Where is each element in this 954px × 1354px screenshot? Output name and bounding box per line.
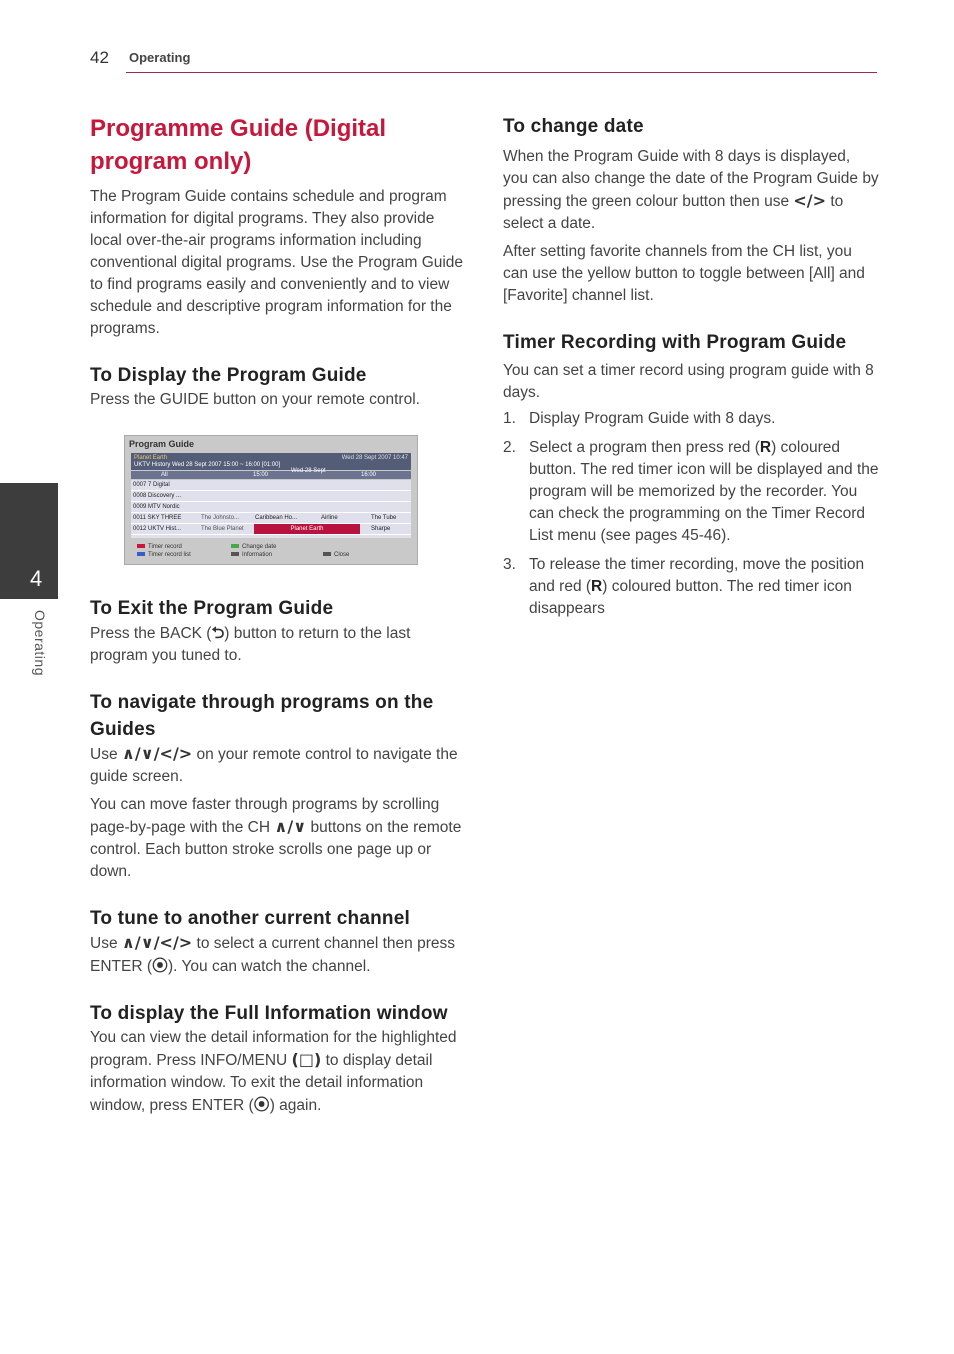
timer-recording-heading: Timer Recording with Program Guide [503, 332, 847, 353]
left-right-arrows-icon: </> [793, 191, 827, 210]
full-info-text: You can view the detail information for the highlighted program. Press INFO/MENU (□) to display detail information window. To exit the detail information window, press ENTER (⦿) again. [90, 1029, 457, 1114]
section-label: Operating [129, 50, 191, 65]
full-info-heading: To display the Full Information window [90, 1003, 448, 1024]
right-column [503, 113, 879, 627]
display-guide-heading: To Display the Program Guide [90, 365, 367, 386]
display-guide-text: Press the GUIDE button on your remote control. [90, 391, 420, 408]
guide-time-header [131, 468, 411, 479]
guide-time-1: 15:00 [253, 472, 269, 478]
timer-intro: You can set a timer record using program guide with 8 days. [503, 362, 874, 401]
guide-program-info: UKTV History Wed 28 Sept 2007 15:00 ~ 16:00 [01:00] [134, 462, 281, 468]
change-date-text: When the Program Guide with 8 days is displayed, you can also change the date of the Program Guide by pressing the green colour button then use </> to select a date. [503, 148, 879, 232]
navigate-text-1: Use ∧/∨/</> on your remote control to navigate the guide screen. [90, 744, 458, 785]
guide-channel: 0008 Discovery ... [133, 493, 182, 499]
guide-channel: 0007 7 Digital [133, 482, 170, 488]
channel-arrows-icon: ∧/∨ [274, 817, 307, 836]
guide-channel: 0011 SKY THREE [133, 515, 182, 521]
tune-heading: To tune to another current channel [90, 908, 410, 929]
chapter-label: Operating [32, 610, 48, 676]
back-icon: ⮌ [211, 623, 225, 642]
page-title: Programme Guide (Digital program only) [90, 115, 387, 175]
change-date-heading: To change date [503, 116, 644, 137]
guide-channel: 0012 UKTV Hist... [133, 526, 182, 532]
guide-program: Sharpe [371, 526, 391, 532]
guide-program: Caribbean Ho... [255, 515, 298, 521]
enter-icon: ⦿ [152, 956, 169, 975]
guide-legend-info: Information [231, 552, 272, 558]
program-guide-screenshot [124, 435, 418, 565]
navigate-text-2: You can move faster through programs by scrolling page-by-page with the CH ∧/∨ buttons on the remote control. Each button stroke scrolls one page up or down. [90, 796, 462, 880]
guide-program-name: Planet Earth [134, 455, 168, 461]
guide-row [131, 524, 411, 535]
timer-steps [503, 408, 879, 620]
header-rule [126, 72, 877, 73]
guide-legend-date: Change date [231, 544, 276, 550]
exit-guide-text: Press the BACK (⮌) button to return to the last program you tuned to. [90, 623, 411, 664]
guide-title: Program Guide [129, 439, 195, 449]
guide-row [131, 502, 411, 513]
guide-legend-timer: Timer record [137, 544, 182, 550]
chapter-number: 4 [30, 566, 43, 591]
guide-info-bar [131, 453, 411, 470]
guide-time-2: 16:00 [361, 472, 377, 478]
guide-program: The Tube [371, 515, 397, 521]
exit-guide-heading: To Exit the Program Guide [90, 598, 334, 619]
list-item: 3. To release the timer recording, move the position and red (R) coloured button. The red timer icon disappears [503, 556, 865, 617]
arrow-keys-icon: ∧/∨/</> [121, 933, 193, 952]
guide-row [131, 513, 411, 524]
guide-tab-all: All [161, 472, 168, 478]
guide-program: The Johnsto... [201, 515, 240, 521]
intro-paragraph: The Program Guide contains schedule and program information for digital programs. They also provide local over-the-air programs information including conventional digital programs. Use the Program Guide to find programs easily and conveniently and to view schedule and descriptive program information for the programs. [90, 188, 464, 337]
enter-icon: ⦿ [253, 1095, 270, 1114]
guide-legend-timer-list: Timer record list [137, 552, 191, 558]
guide-current-date: Wed 28 Sept 2007 10:47 [341, 455, 408, 461]
guide-legend-close: Close [323, 552, 349, 558]
navigate-heading: To navigate through programs on the Guides [90, 692, 434, 740]
guide-program: The Blue Planet [201, 526, 244, 532]
list-item: 1. Display Program Guide with 8 days. [503, 410, 776, 427]
info-menu-icon: (□) [291, 1050, 322, 1069]
page-number: 42 [90, 48, 109, 67]
guide-highlighted-program: Planet Earth [254, 524, 360, 534]
guide-program: Airline [321, 515, 338, 521]
guide-footer [131, 542, 411, 560]
tune-text: Use ∧/∨/</> to select a current channel then press ENTER (⦿). You can watch the channel. [90, 933, 455, 975]
guide-row [131, 480, 411, 491]
list-item: 2. Select a program then press red (R) coloured button. The red timer icon will be displayed and the program will be memorized by the recorder. You can check the programming on the Timer Record List menu (see pages 45-46). [503, 439, 879, 544]
left-column [90, 112, 466, 1117]
guide-channel: 0009 MTV Nordic [133, 504, 180, 510]
chapter-tab [0, 483, 58, 599]
guide-date: Wed 28 Sept [291, 468, 326, 474]
guide-grid [131, 480, 411, 538]
favorite-text: After setting favorite channels from the CH list, you can use the yellow button to toggle between [All] and [Favorite] channel list. [503, 243, 865, 304]
arrow-keys-icon: ∧/∨/</> [121, 744, 193, 763]
guide-row [131, 491, 411, 502]
